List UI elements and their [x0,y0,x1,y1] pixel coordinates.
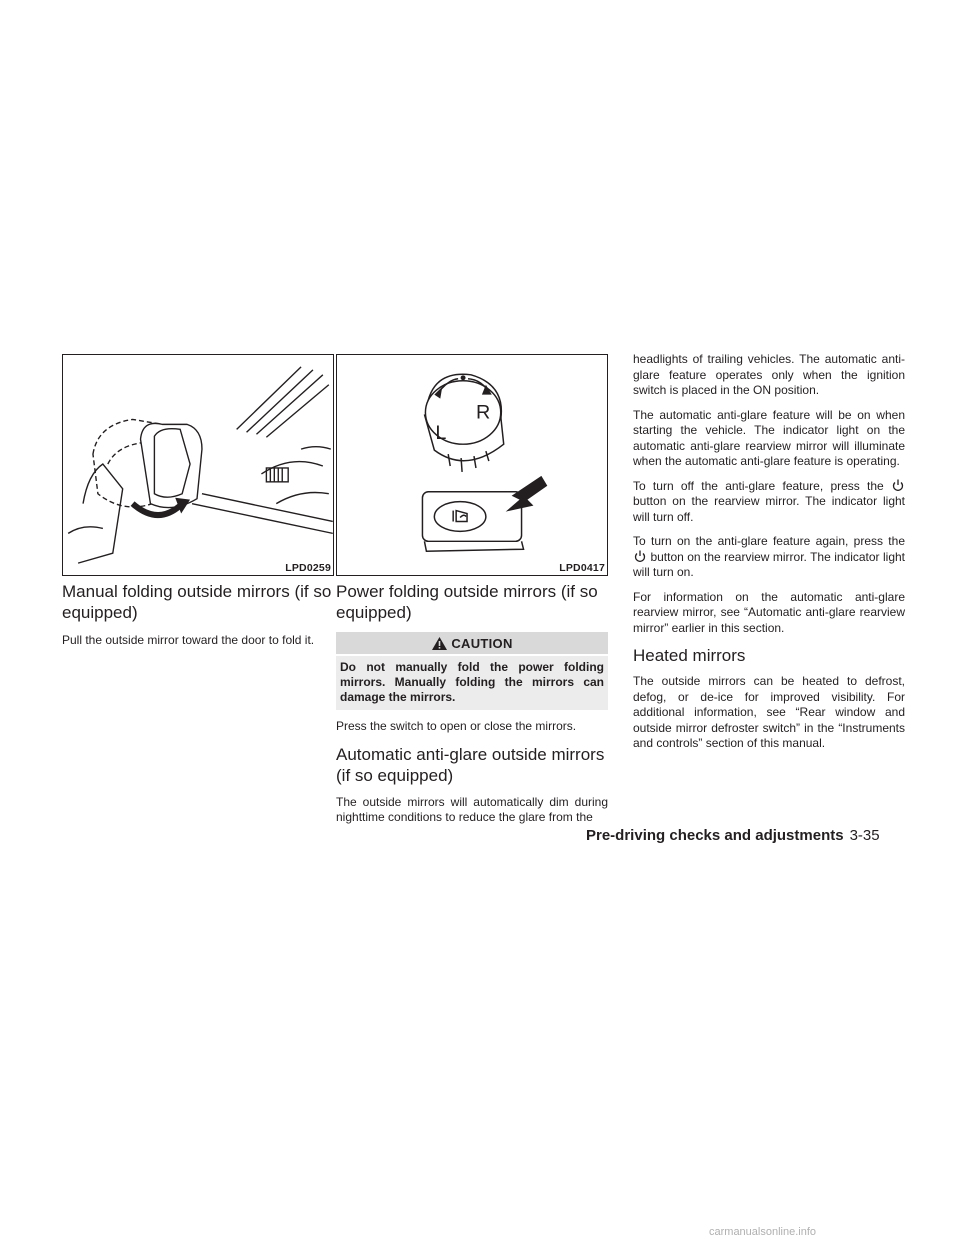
paragraph-text: To turn off the anti-glare feature, press the [633,478,884,493]
column-1 [62,354,334,658]
knob-left-label: L [435,422,447,445]
paragraph: The outside mirrors will automatically dim during nighttime conditions to reduce the glare from the [336,794,608,824]
figure-label: LPD0259 [285,562,331,574]
paragraph: headlights of trailing vehicles. The automatic anti-glare feature operates only when the ignition switch is placed in the ON position. [633,352,905,397]
paragraph-text: button on the rearview mirror. The indicator light will turn on. [633,549,905,579]
paragraph [633,534,905,581]
watermark: carmanualsonline.info [709,1226,817,1238]
section-heading: Power folding outside mirrors (if so equipped) [336,582,598,622]
paragraph: For information on the automatic anti-glare rearview mirror, see “Automatic anti-glare rearview mirror” earlier in this section. [633,589,905,635]
power-button-icon [891,479,905,491]
caution-header [336,632,608,654]
paragraph: Pull the outside mirror toward the door to fold it. [62,633,315,647]
paragraph: The outside mirrors can be heated to defrost, defog, or de-ice for improved visibility. For additional information, see “Rear window and outside mirror defroster switch” in the “Instruments and controls” section of this manual. [633,674,905,750]
figure-manual-folding-mirror [62,354,334,576]
page-number: 3-35 [849,827,880,844]
mirror-fold-illustration [63,355,333,575]
caution-title: CAUTION [451,635,513,651]
section-heading: Automatic anti-glare outside mirrors (if so equipped) [336,744,605,785]
paragraph: Press the switch to open or close the mirrors. [336,719,577,733]
section-heading: Manual folding outside mirrors (if so equipped) [62,582,332,622]
figure-power-folding-switch [336,354,608,576]
warning-triangle-icon [431,636,448,651]
page-footer [586,827,906,844]
mirror-switch-illustration [337,355,607,575]
caution-text: Do not manually fold the power folding mirrors. Manually folding the mirrors can damage the mirrors. [336,656,608,710]
paragraph [633,479,905,526]
footer-section-title: Pre-driving checks and adjustments [586,827,844,844]
section-heading: Heated mirrors [633,646,746,665]
paragraph-text: To turn on the anti-glare feature again, press the [633,534,905,548]
paragraph-text: button on the rearview mirror. The indicator light will turn off. [633,494,905,524]
paragraph: The automatic anti-glare feature will be on when starting the vehicle. The indicator light on the automatic anti-glare rearview mirror will illuminate when the automatic anti-glare feature is operating. [633,407,905,468]
figure-label: LPD0417 [559,562,605,574]
column-2 [336,354,608,835]
column-3 [633,352,905,761]
knob-right-label: R [475,401,491,424]
power-button-icon [633,550,647,562]
